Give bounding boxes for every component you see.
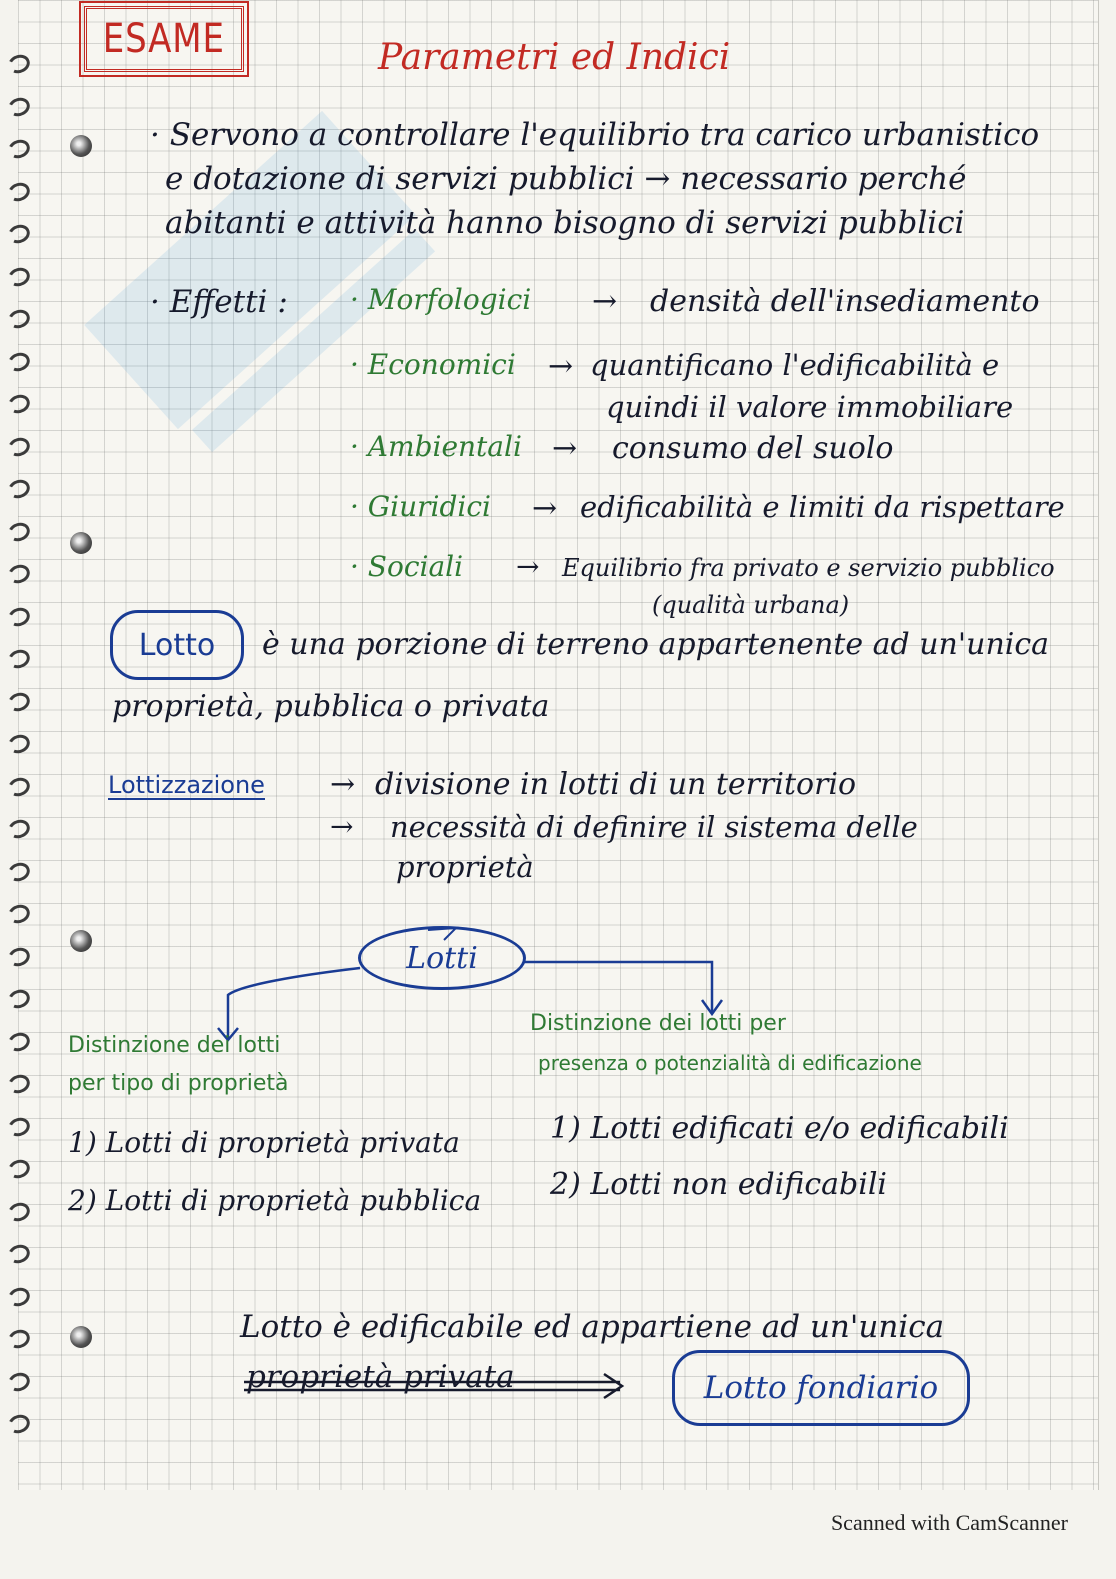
exam-stamp: ESAME bbox=[84, 6, 244, 72]
effetto-arrow: → bbox=[552, 431, 578, 466]
scanner-footer: Scanned with CamScanner bbox=[830, 1510, 1068, 1535]
lotto-fondiario-cloud bbox=[672, 1350, 970, 1426]
right-branch-item: 1) Lotti edificati e/o edificabili bbox=[550, 1111, 1009, 1146]
right-branch-heading: Distinzione dei lotti per bbox=[530, 1011, 786, 1036]
lotti-oval bbox=[358, 926, 526, 990]
effetto-name: · Economici bbox=[350, 348, 516, 381]
lottizzazione-arrow: → bbox=[330, 810, 354, 843]
punch-hole bbox=[70, 135, 92, 157]
lotto-cloud bbox=[110, 610, 244, 680]
lotti-center-label: Lotti bbox=[406, 940, 478, 976]
punch-hole bbox=[70, 930, 92, 952]
lotto-definition: è una porzione di terreno appartenente ad un'unica bbox=[262, 627, 1050, 662]
lottizzazione-point: necessità di definire il sistema delle bbox=[390, 810, 918, 844]
effetto-desc: (qualità urbana) bbox=[652, 591, 850, 619]
right-branch-heading: presenza o potenzialità di edificazione bbox=[538, 1051, 922, 1075]
effetto-name: · Sociali bbox=[350, 550, 464, 583]
lotto-fondiario-label: Lotto fondiario bbox=[703, 1369, 939, 1406]
left-branch-heading: Distinzione dei lotti bbox=[68, 1033, 281, 1058]
lottizzazione-point: divisione in lotti di un territorio bbox=[375, 767, 857, 802]
effetto-desc: edificabilità e limiti da rispettare bbox=[580, 490, 1065, 524]
effetto-arrow: → bbox=[592, 284, 618, 319]
right-branch-item: 2) Lotti non edificabili bbox=[550, 1167, 888, 1202]
lotto-definition: proprietà, pubblica o privata bbox=[112, 689, 550, 724]
effetto-desc: consumo del suolo bbox=[612, 431, 894, 466]
effetto-arrow: → bbox=[548, 349, 574, 384]
effetto-desc: Equilibrio fra privato e servizio pubblico bbox=[562, 554, 1055, 582]
left-branch-heading: per tipo di proprietà bbox=[68, 1071, 289, 1096]
lottizzazione-term: Lottizzazione bbox=[108, 771, 265, 799]
lotto-term: Lotto bbox=[138, 627, 216, 663]
intro-line: abitanti e attività hanno bisogno di servizi pubblici bbox=[165, 205, 965, 241]
effetto-arrow: → bbox=[532, 491, 558, 526]
effetto-name: · Giuridici bbox=[350, 490, 492, 523]
effetto-desc: quantificano l'edificabilità e bbox=[590, 348, 1000, 382]
left-branch-item: 2) Lotti di proprietà pubblica bbox=[68, 1184, 482, 1217]
conclusion-line: proprietà privata bbox=[246, 1359, 515, 1395]
punch-hole bbox=[70, 1326, 92, 1348]
effetto-arrow: → bbox=[516, 550, 540, 583]
punch-hole bbox=[70, 532, 92, 554]
page-title: Parametri ed Indici bbox=[378, 37, 731, 78]
left-branch-item: 1) Lotti di proprietà privata bbox=[68, 1126, 460, 1159]
lottizzazione-point: proprietà bbox=[396, 850, 534, 884]
intro-line: e dotazione di servizi pubblici → necessario perché bbox=[165, 161, 967, 197]
conclusion-line: Lotto è edificabile ed appartiene ad un'unica bbox=[240, 1309, 945, 1345]
effetto-name: · Morfologici bbox=[350, 283, 532, 316]
effetto-name: · Ambientali bbox=[350, 430, 522, 463]
lottizzazione-arrow: → bbox=[330, 767, 356, 802]
effetto-desc: densità dell'insediamento bbox=[650, 284, 1040, 319]
intro-line: · Servono a controllare l'equilibrio tra carico urbanistico bbox=[150, 117, 1040, 153]
effetto-desc: quindi il valore immobiliare bbox=[606, 390, 1014, 424]
effetti-label: · Effetti : bbox=[150, 284, 288, 320]
